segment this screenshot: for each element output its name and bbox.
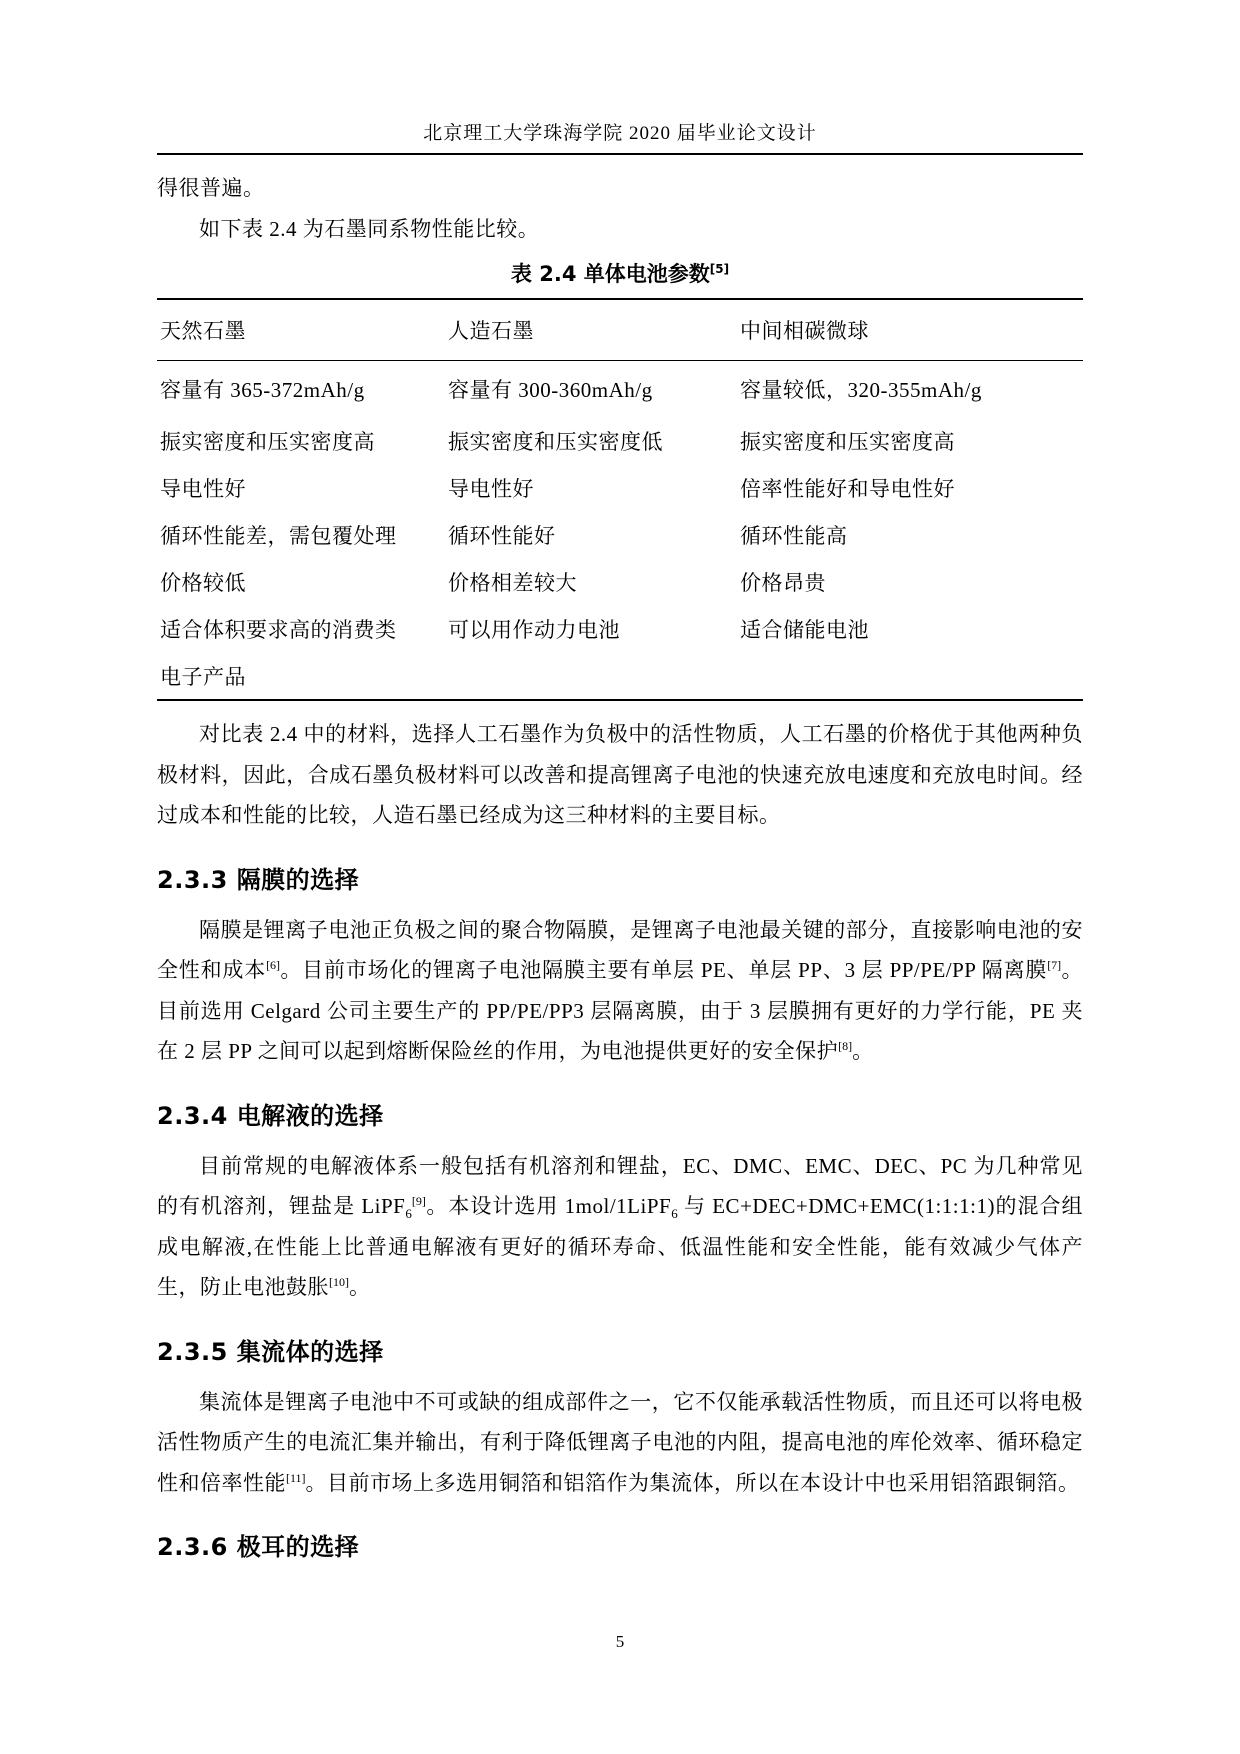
- table-row: [157, 511, 1083, 558]
- citation-ref: [8]: [838, 1039, 853, 1053]
- table-cell: 容量有 300-360mAh/g: [448, 378, 653, 402]
- table-cell: 循环性能差，需包覆处理: [160, 523, 397, 548]
- column-header: 天然石墨: [157, 300, 445, 361]
- text-segment: 集流体是锂离子电池中不可或缺的组成部件之一，它不仅能承载活性物质，而且还可以将电极活性物质产生的电流汇集并输出，有利于降低锂离子电池的内阻，提高电池的库伦效率、循环稳定性和倍率性能: [157, 1389, 1083, 1495]
- citation-ref: [5]: [709, 262, 730, 276]
- table-row: [157, 464, 1083, 511]
- text-segment: 。目前市场化的锂离子电池隔膜主要有单层 PE、单层 PP、3 层 PP/PE/PP 隔离膜: [280, 958, 1048, 982]
- table-cell: 电子产品: [160, 664, 246, 689]
- table-cell: 价格相差较大: [448, 570, 577, 595]
- table-cell: 容量较低，320-355mAh/g: [740, 378, 982, 402]
- section-heading-2-3-5: 2.3.5 集流体的选择: [157, 1337, 384, 1366]
- table-row: [157, 605, 1083, 652]
- citation-ref: [6]: [266, 958, 281, 972]
- section-heading-2-3-3: 2.3.3 隔膜的选择: [157, 865, 360, 894]
- table-cell: 振实密度和压实密度高: [160, 429, 375, 454]
- table-cell: [445, 652, 737, 699]
- text-segment: 。本设计选用 1mol/1LiPF: [425, 1194, 672, 1218]
- text-segment: 目前常规的电解液体系一般包括有机溶剂和锂盐，EC、DMC、EMC、DEC、PC 为几种常见的有机溶剂，锂盐是 LiPF: [157, 1153, 1083, 1218]
- table-cell: 适合体积要求高的消费类: [160, 617, 397, 642]
- table-body: [157, 361, 1083, 699]
- citation-ref: [11]: [286, 1470, 306, 1485]
- paragraph-comparison: 对比表 2.4 中的材料，选择人工石墨作为负极中的活性物质，人工石墨的价格优于其他两种负极材料，因此，合成石墨负极材料可以改善和提高锂离子电池的快速充放电速度和充放电时间。经过成本和性能的比较，人造石墨已经成为这三种材料的主要目标。: [157, 722, 1083, 827]
- table-cell: [737, 652, 1083, 699]
- paragraph-separator-selection: [157, 910, 1083, 1072]
- citation-ref: [9]: [411, 1194, 426, 1208]
- table-cell: 价格较低: [160, 570, 246, 595]
- page-header: [157, 0, 1083, 155]
- table-header-row: [157, 300, 1083, 361]
- paragraph-current-collector-selection: [157, 1382, 1083, 1504]
- text-segment: 。: [852, 1039, 874, 1063]
- citation-ref: [10]: [329, 1275, 349, 1289]
- table-row: [157, 558, 1083, 605]
- params-table: [157, 298, 1083, 701]
- subscript: 6: [405, 1206, 412, 1222]
- paragraph-electrolyte-selection: [157, 1146, 1083, 1308]
- text-segment: 。目前选用 Celgard 公司主要生产的 PP/PE/PP3 层隔离膜，由于 3 层膜拥有更好的力学行能，PE 夹在 2 层 PP 之间可以起到熔断保险丝的作用，为电池提供更好的安全保护: [157, 958, 1083, 1063]
- table-cell: 导电性好: [448, 476, 534, 501]
- table-cell: 倍率性能好和导电性好: [740, 476, 955, 501]
- column-header: 人造石墨: [445, 300, 737, 361]
- section-heading-2-3-4: 2.3.4 电解液的选择: [157, 1101, 384, 1130]
- table-cell: 容量有 365-372mAh/g: [160, 378, 365, 402]
- header-title: 北京理工大学珠海学院 2020 届毕业论文设计: [423, 123, 817, 144]
- table-cell: 可以用作动力电池: [448, 617, 620, 642]
- section-heading-2-3-6: 2.3.6 极耳的选择: [157, 1533, 360, 1561]
- paragraph-table-intro: 如下表 2.4 为石墨同系物性能比较。: [199, 216, 540, 241]
- table-cell: 适合储能电池: [740, 617, 869, 642]
- paragraph-continuation: 得很普遍。: [157, 176, 265, 200]
- text-segment: 隔膜是锂离子电池正负极之间的聚合物隔膜，是锂离子电池最关键的部分，直接影响电池的安全性和成本: [157, 917, 1083, 982]
- table-row: [157, 652, 1083, 699]
- table-cell: 振实密度和压实密度高: [740, 429, 955, 454]
- table-row: [157, 361, 1083, 417]
- citation-ref: [7]: [1047, 958, 1062, 972]
- header-rule: [157, 153, 1083, 155]
- table-cell: 价格昂贵: [740, 570, 826, 595]
- text-segment: 与 EC+DEC+DMC+EMC(1:1:1:1)的混合组成电解液,在性能上比普通电解液有更好的循环寿命、低温性能和安全性能，能有效减少气体产生，防止电池鼓胀: [157, 1194, 1083, 1299]
- table-row: [157, 417, 1083, 464]
- subscript: 6: [671, 1206, 678, 1222]
- table-cell: 导电性好: [160, 476, 246, 501]
- table-cell: 循环性能高: [740, 523, 848, 548]
- table-caption: [157, 258, 1083, 288]
- table-cell: 振实密度和压实密度低: [448, 429, 663, 454]
- table-cell: 循环性能好: [448, 523, 556, 548]
- page-content: [157, 168, 1083, 1562]
- text-segment: 表 2.4 单体电池参数: [510, 262, 710, 286]
- page-number: 5: [615, 1632, 625, 1651]
- column-header: 中间相碳微球: [737, 300, 1083, 361]
- text-segment: 。: [349, 1275, 371, 1299]
- text-segment: 。目前市场上多选用铜箔和铝箔作为集流体，所以在本设计中也采用铝箔跟铜箔。: [305, 1470, 1080, 1495]
